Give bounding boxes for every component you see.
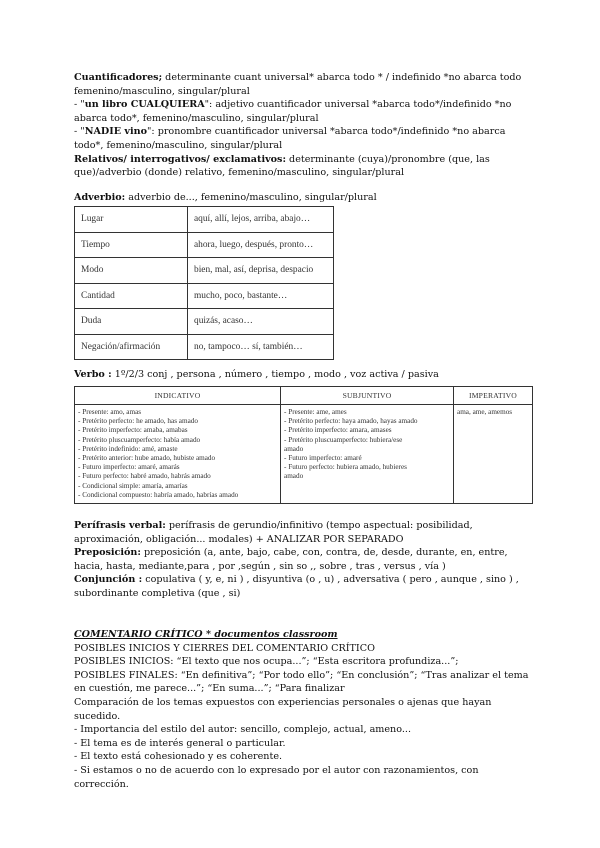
subjuntivo-line: - Futuro imperfecto: amaré	[284, 454, 362, 463]
table-row	[75, 207, 334, 233]
subjuntivo-cell	[281, 405, 454, 504]
subjuntivo-line: - Pretérito perfecto: haya amado, hayas amado	[284, 417, 418, 426]
table-row	[75, 232, 334, 258]
subjuntivo-line: - Presente: ame, ames	[284, 408, 347, 416]
perifrasis-text: perífrasis de gerundio/infinitivo (tempo aspectual: posibilidad, aproximación, obligación... modales) + ANALIZAR POR SEPARADO	[74, 520, 473, 545]
indicativo-line: - Condicional compuesto: habría amado, habrías amado	[78, 490, 239, 499]
example-cualquiera-text: ": adjetivo cuantificador universal *abarca todo*/indefinido *no abarca todo*, femenino/masculino, singular/plural	[74, 99, 512, 124]
adverbio-tipo: Tiempo	[75, 232, 188, 258]
table-header-row	[75, 387, 533, 405]
perifrasis-label: Perífrasis verbal:	[74, 520, 166, 531]
adverbio-ejemplos: ahora, luego, después, pronto…	[188, 232, 334, 258]
adverbio-heading	[74, 191, 532, 205]
indicativo-line: - Presente: amo, amas	[78, 408, 142, 416]
adverbio-label: Adverbio:	[74, 192, 126, 203]
verb-conjugation-table	[74, 386, 533, 504]
imperativo-line: ama, ame, amemos	[457, 408, 513, 416]
relativos-para	[74, 153, 532, 180]
section-cuantificadores	[74, 71, 532, 180]
example-prefix: - "	[74, 99, 85, 111]
adverbio-tipo: Cantidad	[75, 283, 188, 309]
example-prefix: - "	[74, 126, 85, 138]
adverbio-ejemplos: bien, mal, así, deprisa, despacio	[188, 258, 334, 284]
header-subjuntivo: SUBJUNTIVO	[281, 387, 454, 405]
adverbio-ejemplos: mucho, poco, bastante…	[188, 283, 334, 309]
indicativo-cell	[75, 405, 281, 504]
conjuncion-para	[74, 573, 532, 600]
cuantificadores-text: determinante cuant universal* abarca todo * / indefinido *no abarca todo femenino/masculino, singular/plural	[74, 72, 522, 97]
subjuntivo-line: - Futuro perfecto: hubiera amado, hubieres	[284, 463, 407, 472]
adverbio-ejemplos: quizás, acaso…	[188, 309, 334, 335]
adverbio-tipo: Modo	[75, 258, 188, 284]
preposicion-text: preposición (a, ante, bajo, cabe, con, contra, de, desde, durante, en, entre, hacia, hasta, mediante,para , por ,según , sin so ,, sobre , tras , versus , vía )	[74, 547, 508, 572]
indicativo-line: - Futuro imperfecto: amaré, amarás	[78, 463, 180, 472]
verbo-text: 1º/2/3 conj , persona , número , tiempo , modo , voz activa / pasiva	[111, 369, 439, 380]
adverbio-tipo: Lugar	[75, 207, 188, 233]
adverbio-tipo: Duda	[75, 309, 188, 335]
comentario-line: - Importancia del estilo del autor: sencillo, complejo, actual, ameno...	[74, 724, 411, 736]
subjuntivo-line: amado	[284, 472, 304, 481]
comentario-line: Comparación de los temas expuestos con experiencias personales o ajenas que hayan sucedido.	[74, 696, 492, 722]
adverbio-text: adverbio de..., femenino/masculino, singular/plural	[125, 192, 377, 203]
comentario-line: POSIBLES INICIOS Y CIERRES DEL COMENTARIO CRÍTICO	[74, 642, 375, 654]
subjuntivo-line: - Pretérito pluscuamperfecto: hubiera/ese	[284, 435, 403, 444]
verbo-label: Verbo :	[74, 369, 112, 380]
header-indicativo: INDICATIVO	[75, 387, 281, 405]
indicativo-line: - Condicional simple: amaría, amarías	[78, 481, 188, 490]
example-cualquiera-bold: un libro CUALQUIERA	[84, 99, 205, 111]
adverbio-table	[74, 206, 334, 360]
verbo-heading	[74, 368, 532, 382]
adverbio-tipo: Negación/afirmación	[75, 334, 188, 360]
comentario-title: COMENTARIO CRÍTICO * documentos classroom	[74, 629, 338, 640]
indicativo-line: - Pretérito pluscuamperfecto: había amado	[78, 435, 201, 444]
relativos-label: Relativos/ interrogativos/ exclamativos:	[74, 153, 286, 165]
comentario-line: POSIBLES FINALES: “En definitiva”; “Por todo ello”; “En conclusión”; “Tras analizar el tema en cuestión, me parece...”; “En suma...”; “Para finalizar	[74, 669, 529, 695]
comentario-line: - El texto está cohesionado y es coherente.	[74, 751, 283, 763]
comentario-line: POSIBLES INICIOS: “El texto que nos ocupa...”; “Esta escritora profundiza...”;	[74, 656, 459, 668]
indicativo-line: - Pretérito indefinido: amé, amaste	[78, 444, 178, 453]
table-row	[75, 258, 334, 284]
cuantificadores-para	[74, 71, 532, 98]
subjuntivo-line: - Pretérito imperfecto: amara, amases	[284, 426, 392, 435]
conjuncion-label: Conjunción :	[74, 574, 143, 586]
comentario-line: - Si estamos o no de acuerdo con lo expresado por el autor con razonamientos, con corrección.	[74, 764, 479, 790]
imperativo-cell	[454, 405, 533, 504]
table-row	[75, 309, 334, 335]
comentario-line: - El tema es de interés general o particular.	[74, 737, 286, 749]
example-nadie	[74, 125, 532, 152]
table-row	[75, 334, 334, 360]
adverbio-ejemplos: no, tampoco… sí, también…	[188, 334, 334, 360]
relativos-text: determinante (cuya)/pronombre (que, las que)/adverbio (donde) relativo, femenino/masculino, singular/plural	[74, 153, 490, 179]
table-row	[75, 283, 334, 309]
preposicion-label: Preposición:	[74, 547, 141, 559]
indicativo-line: - Futuro perfecto: habré amado, habrás amado	[78, 472, 211, 481]
table-row	[75, 405, 533, 504]
indicativo-line: - Pretérito anterior: hube amado, hubiste amado	[78, 454, 216, 463]
example-cualquiera	[74, 98, 532, 125]
cuantificadores-label: Cuantificadores;	[74, 72, 163, 83]
conjuncion-text: copulativa ( y, e, ni ) , disyuntiva (o , u) , adversativa ( pero , aunque , sino ) , subordinante completiva (que , si)	[74, 574, 519, 599]
section-perifrasis-preposicion-conjuncion	[74, 519, 532, 601]
perifrasis-para	[74, 519, 532, 546]
subjuntivo-line: amado	[284, 444, 304, 453]
example-nadie-text: ": pronombre cuantificador universal *abarca todo*/indefinido *no abarca todo*, femenino/masculino, singular/plural	[74, 126, 506, 151]
indicativo-line: - Pretérito perfecto: he amado, has amado	[78, 417, 198, 426]
preposicion-para	[74, 546, 532, 573]
section-comentario-critico	[74, 628, 532, 791]
header-imperativo: IMPERATIVO	[454, 387, 533, 405]
example-nadie-bold: NADIE vino	[84, 126, 147, 138]
indicativo-line: - Pretérito imperfecto: amaba, amabas	[78, 426, 188, 435]
adverbio-ejemplos: aquí, allí, lejos, arriba, abajo…	[188, 207, 334, 233]
